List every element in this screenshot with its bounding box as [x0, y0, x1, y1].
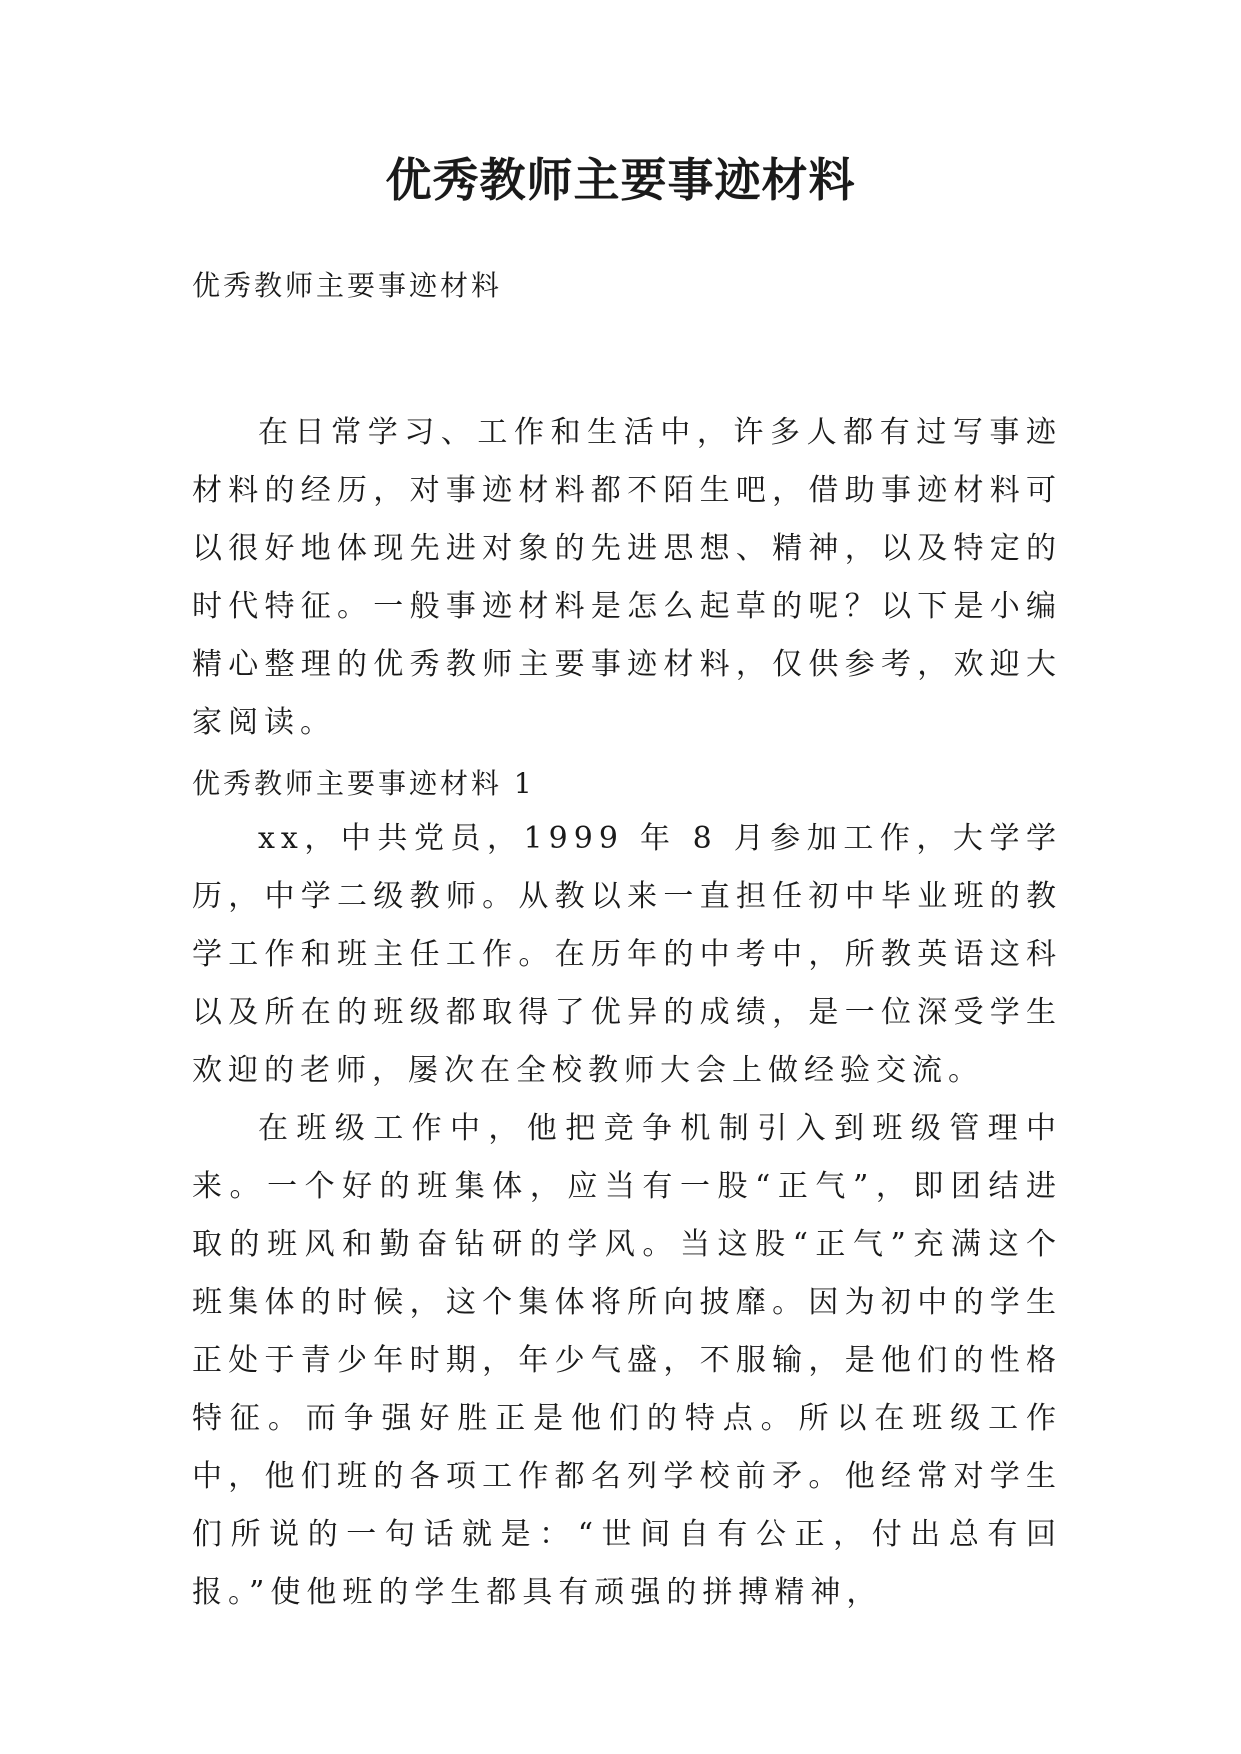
section-heading: 优秀教师主要事迹材料 1: [192, 767, 535, 800]
body-paragraph-1: xx，中共党员，1999 年 8 月参加工作，大学学历，中学二级教师。从教以来一直担任初中毕业班的教学工作和班主任工作。在历年的中考中，所教英语这科以及所在的班级都取得了优异的成绩，是一位深受学生欢迎的老师，屡次在全校教师大会上做经验交流。: [192, 821, 1062, 1088]
document-title: 优秀教师主要事迹材料: [385, 153, 856, 207]
document-subtitle: 优秀教师主要事迹材料: [192, 269, 503, 302]
section-body: [192, 810, 1062, 1622]
body-paragraph-2: 在班级工作中，他把竞争机制引入到班级管理中来。一个好的班集体，应当有一股“正气”，即团结进取的班风和勤奋钻研的学风。当这股“正气”充满这个班集体的时候，这个集体将所向披靡。因为初中的学生正处于青少年时期，年少气盛，不服输，是他们的性格特征。而争强好胜正是他们的特点。所以在班级工作中，他们班的各项工作都名列学校前矛。他经常对学生们所说的一句话就是：“世间自有公正，付出总有回报。”使他班的学生都具有顽强的拼搏精神，: [192, 1111, 1062, 1610]
intro-paragraph: [192, 404, 1062, 752]
intro-text: 在日常学习、工作和生活中，许多人都有过写事迹材料的经历，对事迹材料都不陌生吧，借助事迹材料可以很好地体现先进对象的先进思想、精神，以及特定的时代特征。一般事迹材料是怎么起草的呢？以下是小编精心整理的优秀教师主要事迹材料，仅供参考，欢迎大家阅读。: [192, 415, 1062, 740]
